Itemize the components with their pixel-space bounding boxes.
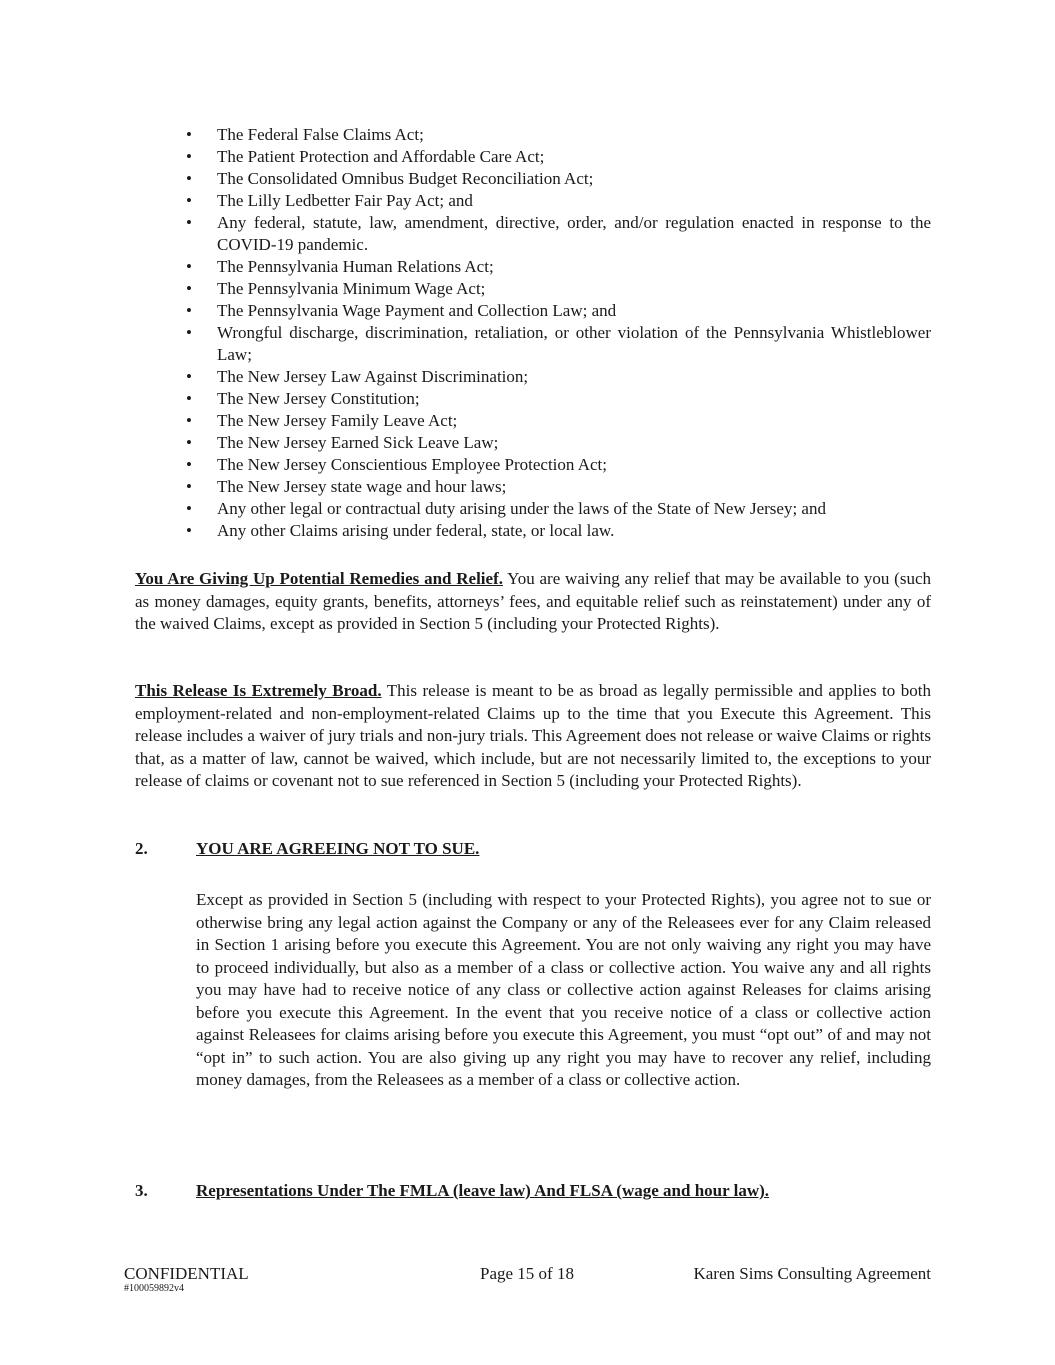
bullet-icon: • [186, 301, 192, 320]
list-item [186, 432, 931, 454]
broad-release-lead: This Release Is Extremely Broad. [135, 681, 382, 700]
broad-release-paragraph [135, 680, 931, 793]
remedies-body: You are waiving any relief that may be available to you (such as money damages, equity grants, benefits, attorneys’ fees, and equitable relief such as reinstatement) under any of the waived Claims, except as provided in Section 5 (including your Protected Rights). [135, 569, 931, 633]
remedies-lead: You Are Giving Up Potential Remedies and Relief. [135, 569, 503, 588]
bullet-icon: • [186, 213, 192, 232]
list-item-text: The Consolidated Omnibus Budget Reconciliation Act; [217, 169, 594, 188]
footer-confidential: CONFIDENTIAL [124, 1264, 249, 1283]
list-item [186, 498, 931, 520]
document-id: #100059892v4 [124, 1283, 184, 1294]
list-item [186, 410, 931, 432]
list-item-text: Any other legal or contractual duty arising under the laws of the State of New Jersey; and [217, 499, 826, 518]
list-item-text: The New Jersey Earned Sick Leave Law; [217, 433, 499, 452]
list-item [186, 366, 931, 388]
list-item [186, 520, 931, 542]
footer-document-title: Karen Sims Consulting Agreement [693, 1264, 931, 1283]
list-item [186, 278, 931, 300]
broad-release-body: This release is meant to be as broad as legally permissible and applies to both employment-related and non-employment-related Claims up to the time that you Execute this Agreement. This release includes a waiver of jury trials and non-jury trials. This Agreement does not release or waive Claims or rights that, as a matter of law, cannot be waived, which include, but are not necessarily limited to, the exceptions to your release of claims or covenant not to sue referenced in Section 5 (including your Protected Rights). [135, 681, 931, 790]
bullet-icon: • [186, 499, 192, 518]
bullet-icon: • [186, 389, 192, 408]
bullet-icon: • [186, 279, 192, 298]
list-item [186, 212, 931, 256]
list-item-text: The New Jersey Constitution; [217, 389, 420, 408]
bullet-icon: • [186, 433, 192, 452]
bullet-icon: • [186, 455, 192, 474]
list-item [186, 454, 931, 476]
list-item-text: Any federal, statute, law, amendment, directive, order, and/or regulation enacted in response to the COVID-19 pandemic. [217, 213, 931, 254]
page-footer [124, 1263, 931, 1285]
list-item-text: The Pennsylvania Human Relations Act; [217, 257, 494, 276]
section-3-number: 3. [135, 1181, 148, 1200]
list-item-text: The New Jersey Family Leave Act; [217, 411, 458, 430]
bullet-list [186, 124, 931, 542]
bullet-icon: • [186, 125, 192, 144]
list-item [186, 124, 931, 146]
section-3-title: Representations Under The FMLA (leave law) And FLSA (wage and hour law). [196, 1181, 770, 1200]
bullet-icon: • [186, 257, 192, 276]
list-item-text: The Pennsylvania Minimum Wage Act; [217, 279, 486, 298]
list-item-text: The New Jersey state wage and hour laws; [217, 477, 507, 496]
bullet-icon: • [186, 191, 192, 210]
section-2-body: Except as provided in Section 5 (including with respect to your Protected Rights), you agree not to sue or otherwise bring any legal action against the Company or any of the Releasees ever for any Claim released in Section 1 arising before you execute this Agreement. You are not only waiving any right you may have to proceed individually, but also as a member of a class or collective action. You waive any and all rights you may have had to receive notice of any class or collective action against Releases for claims arising before you execute this Agreement. In the event that you receive notice of a class or collective action against Releasees for claims arising before you execute this Agreement, you must “opt out” of and may not “opt in” to such action. You are also giving up any right you may have to recover any relief, including money damages, from the Releasees as a member of a class or collective action. [196, 890, 931, 1089]
bullet-icon: • [186, 411, 192, 430]
list-item [186, 388, 931, 410]
list-item-text: Any other Claims arising under federal, state, or local law. [217, 521, 615, 540]
list-item [186, 476, 931, 498]
bullet-icon: • [186, 147, 192, 166]
bullet-icon: • [186, 367, 192, 386]
bullet-icon: • [186, 169, 192, 188]
list-item-text: The New Jersey Law Against Discrimination; [217, 367, 529, 386]
list-item [186, 168, 931, 190]
remedies-paragraph [135, 568, 931, 636]
bullet-icon: • [186, 323, 192, 342]
list-item [186, 256, 931, 278]
bullet-icon: • [186, 521, 192, 540]
bullet-icon: • [186, 477, 192, 496]
list-item [186, 322, 931, 366]
list-item [186, 190, 931, 212]
footer-page-number: Page 15 of 18 [480, 1264, 574, 1283]
list-item-text: Wrongful discharge, discrimination, retaliation, or other violation of the Pennsylvania Whistleblower Law; [217, 323, 931, 364]
list-item-text: The Patient Protection and Affordable Care Act; [217, 147, 545, 166]
section-2-title: YOU ARE AGREEING NOT TO SUE. [196, 839, 480, 858]
list-item-text: The Pennsylvania Wage Payment and Collection Law; and [217, 301, 617, 320]
list-item-text: The Federal False Claims Act; [217, 125, 424, 144]
list-item [186, 146, 931, 168]
list-item-text: The Lilly Ledbetter Fair Pay Act; and [217, 191, 473, 210]
list-item-text: The New Jersey Conscientious Employee Protection Act; [217, 455, 607, 474]
section-2-number: 2. [135, 839, 148, 858]
list-item [186, 300, 931, 322]
